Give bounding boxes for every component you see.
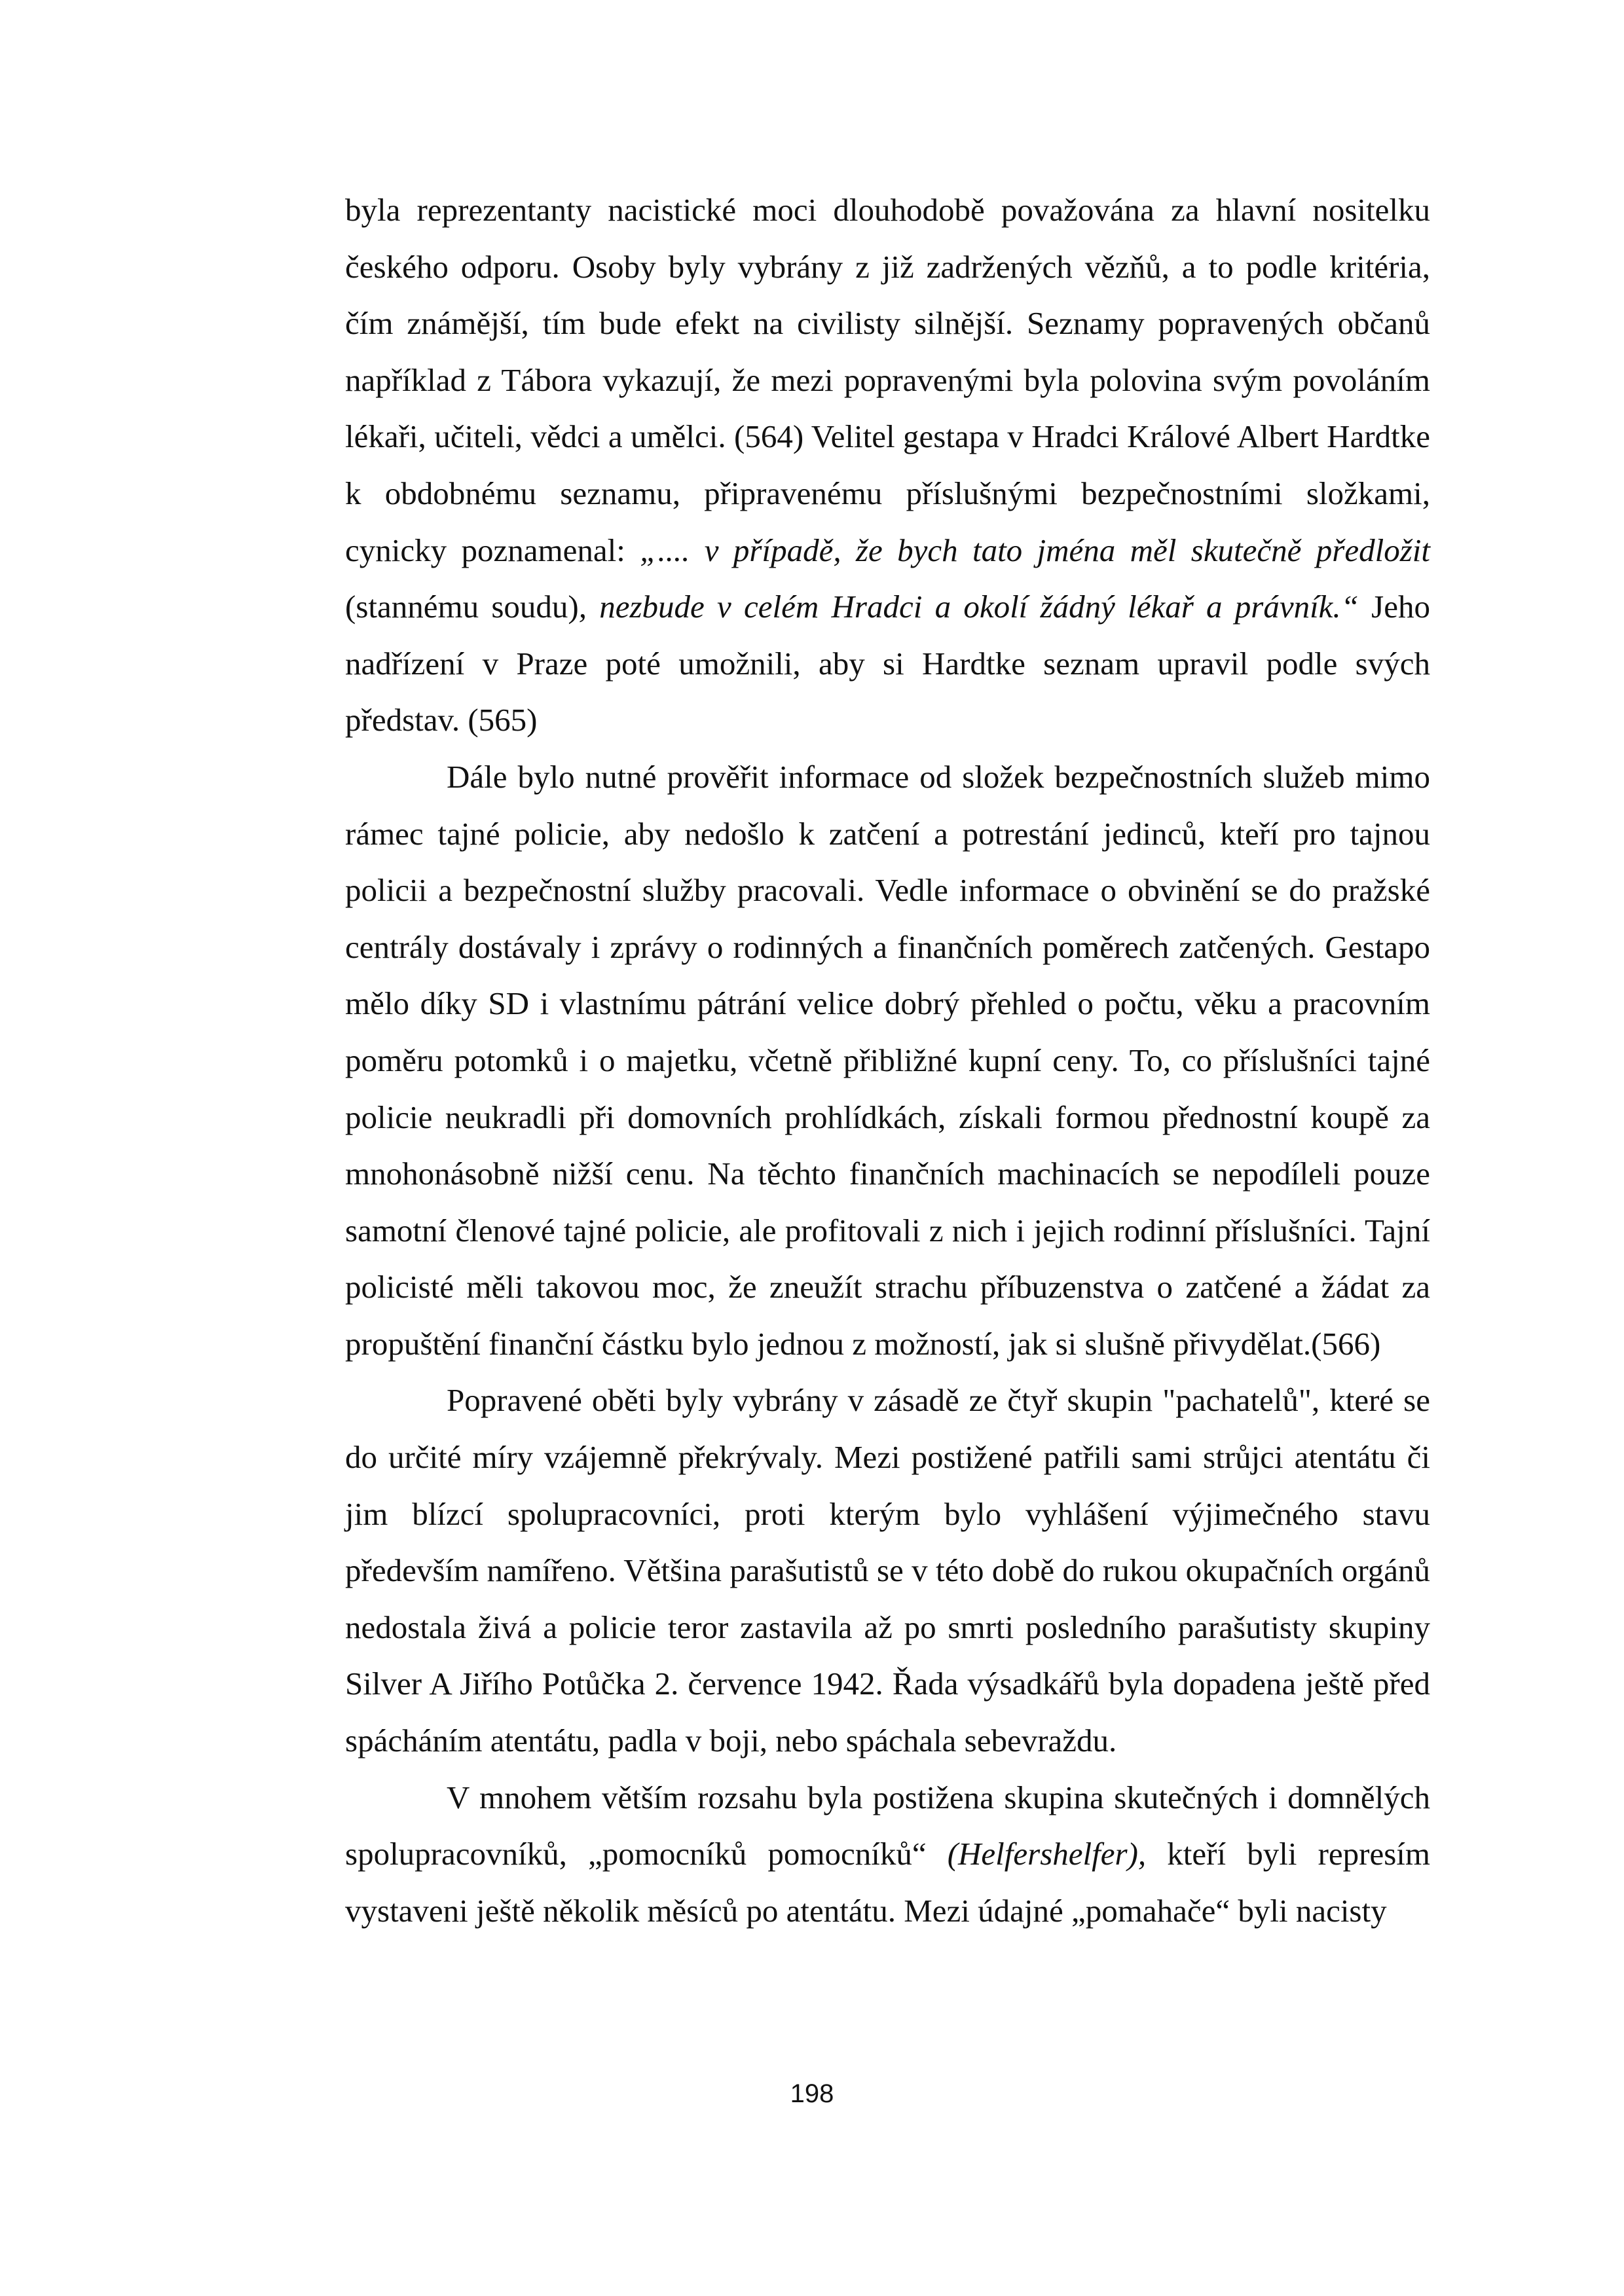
italic-text: (Helfershelfer), <box>947 1836 1147 1872</box>
text-segment: V mnohem větším rozsahu byla postižena skupina skutečných i domnělých spolupracovníků, „pomocníků pomocníků“ <box>345 1779 1430 1872</box>
body-text <box>345 182 1430 1939</box>
text-segment: Dále bylo nutné prověřit informace od složek bezpečnostních služeb mimo rámec tajné policie, aby nedošlo k zatčení a potrestání jedinců, kteří pro tajnou policii a bezpečnostní služby pracovali. Vedle informace o obvinění se do pražské centrály dostávaly i zprávy o rodinných a finančních poměrech zatčených. Gestapo mělo díky SD i vlastnímu pátrání velice dobrý přehled o počtu, věku a pracovním poměru potomků i o majetku, včetně přibližné kupní ceny. To, co příslušníci tajné policie neukradli při domovních prohlídkách, získali formou přednostní koupě za mnohonásobně nižší cenu. Na těchto finančních machinacích se nepodíleli pouze samotní členové tajné policie, ale profitovali z nich i jejich rodinní příslušníci. Tajní policisté měli takovou moc, že zneužít strachu příbuzenstva o zatčené a žádat za propuštění finanční částku bylo jednou z možností, jak si slušně přivydělat.(566) <box>345 758 1430 1362</box>
text-segment: byla reprezentanty nacistické moci dlouhodobě považována za hlavní nositelku českého odporu. Osoby byly vybrány z již zadržených vězňů, a to podle kritéria, čím známější, tím bude efekt na civilisty silnější. Seznamy popravených občanů například z Tábora vykazují, že mezi popravenými byla polovina svým povoláním lékaři, učiteli, vědci a umělci. (564) Velitel gestapa v Hradci Králové Albert Hardtke k obdobnému seznamu, připravenému příslušnými bezpečnostními složkami, cynicky poznamenal: <box>345 192 1430 568</box>
paragraph <box>345 1770 1430 1940</box>
paragraph <box>345 182 1430 749</box>
text-segment: Popravené oběti byly vybrány v zásadě ze čtyř skupin "pachatelů", které se do určité míry vzájemně překrývaly. Mezi postižené patřili sami strůjci atentátu či jim blízcí spolupracovníci, proti kterým bylo vyhlášení výjimečného stavu především namířeno. Většina parašutistů se v této době do rukou okupačních orgánů nedostala živá a policie teror zastavila až po smrti posledního parašutisty skupiny Silver A Jiřího Potůčka 2. července 1942. Řada výsadkářů byla dopadena ještě před spácháním atentátu, padla v boji, nebo spáchala sebevraždu. <box>345 1382 1430 1759</box>
paragraph <box>345 1372 1430 1769</box>
page-number: 198 <box>790 2079 834 2108</box>
text-segment: (stannému soudu) <box>345 589 579 625</box>
paragraph <box>345 749 1430 1373</box>
italic-text: , nezbude v celém Hradci a okolí žádný lékař a právník.“ <box>578 589 1359 625</box>
text-segment: kteří byli represím vystaveni ještě několik měsíců po atentátu. Mezi údajné „pomahače“ byli nacisty <box>345 1836 1431 1929</box>
text-segment: Jeho nadřízení v Praze poté umožnili, aby si Hardtke seznam upravil podle svých představ. (565) <box>345 589 1430 738</box>
italic-text: „.... v případě, že bych tato jména měl skutečně předložit <box>640 532 1431 568</box>
